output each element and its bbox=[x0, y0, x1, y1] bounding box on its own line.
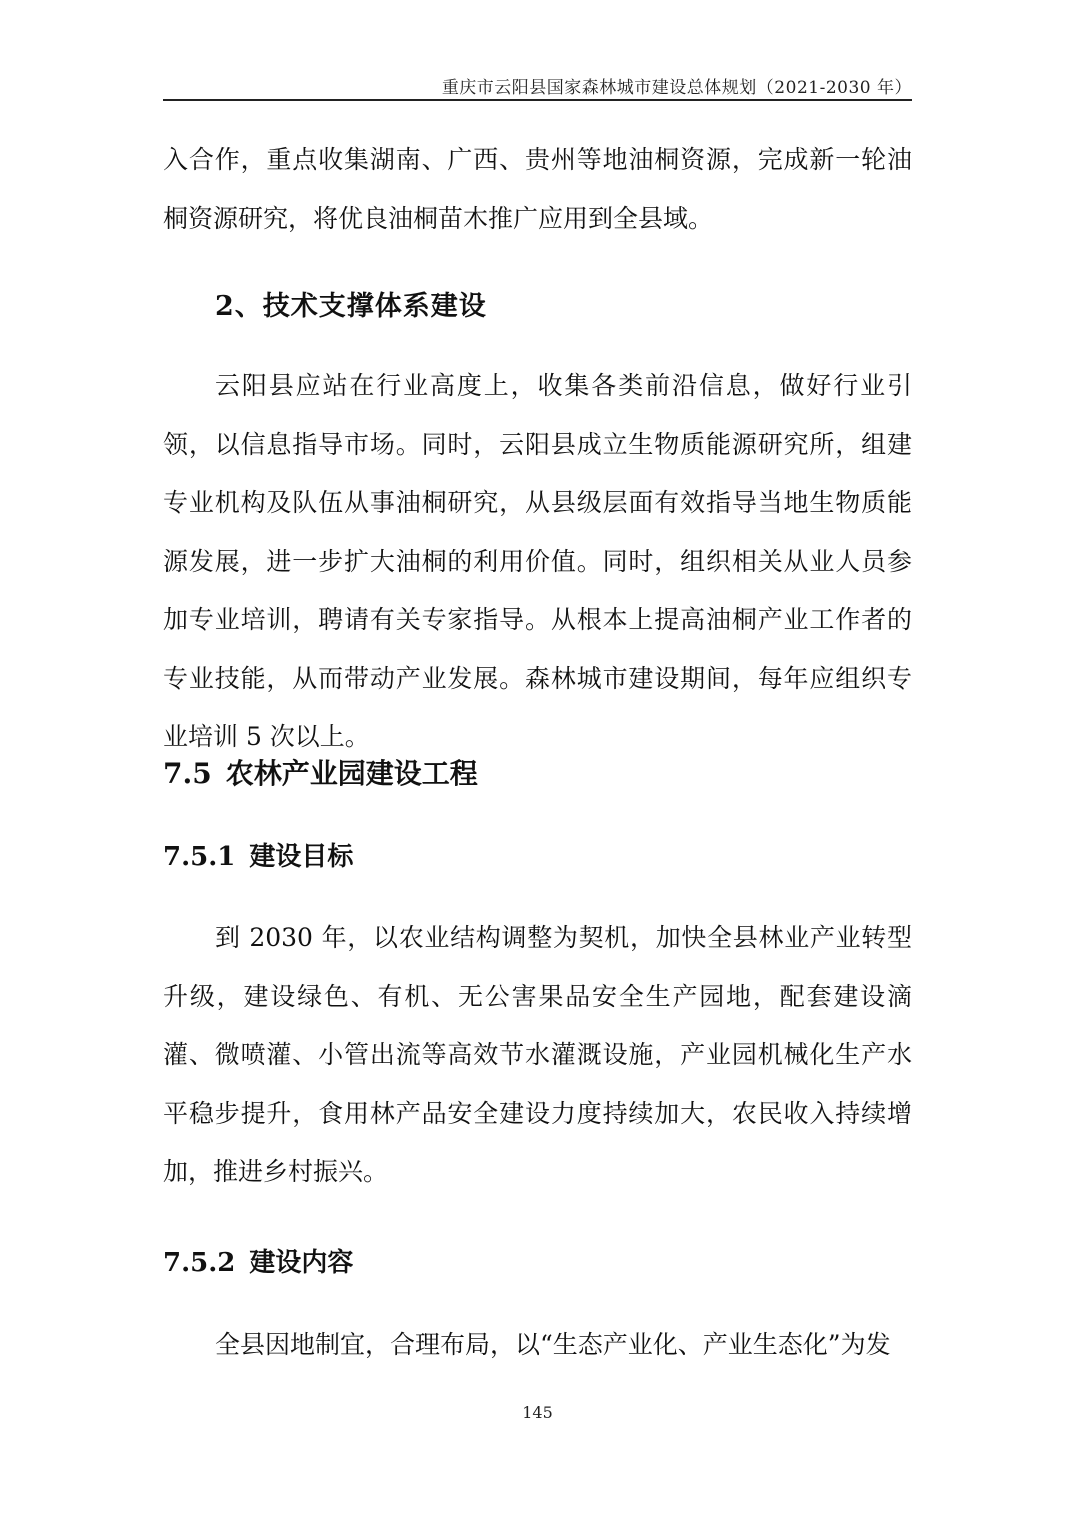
section-title: 建设内容 bbox=[249, 1248, 354, 1278]
section-heading-7-5 bbox=[163, 752, 478, 792]
page-header-title: 重庆市云阳县国家森林城市建设总体规划（2021-2030 年） bbox=[441, 78, 912, 98]
section-number: 7.5.1 bbox=[163, 842, 236, 872]
header-rule bbox=[163, 99, 912, 101]
page-number: 145 bbox=[522, 1403, 553, 1422]
section-heading-7-5-2 bbox=[163, 1242, 353, 1279]
section-heading-7-5-1 bbox=[163, 836, 353, 873]
paragraph-continuation: 入合作，重点收集湖南、广西、贵州等地油桐资源，完成新一轮油桐资源研究，将优良油桐苗木推广应用到全县域。 bbox=[163, 145, 912, 233]
paragraph-construction-content: 全县因地制宜，合理布局，以“生态产业化、产业生态化”为发 bbox=[215, 1330, 891, 1359]
paragraph-technical-support: 云阳县应站在行业高度上，收集各类前沿信息，做好行业引领，以信息指导市场。同时，云阳县成立生物质能源研究所，组建专业机构及队伍从事油桐研究，从县级层面有效指导当地生物质能源发展，进一步扩大油桐的利用价值。同时，组织相关从业人员参加专业培训，聘请有关专家指导。从根本上提高油桐产业工作者的专业技能，从而带动产业发展。森林城市建设期间，每年应组织专业培训 5 次以上。 bbox=[163, 371, 912, 751]
paragraph-construction-goals: 到 2030 年，以农业结构调整为契机，加快全县林业产业转型升级，建设绿色、有机、无公害果品安全生产园地，配套建设滴灌、微喷灌、小管出流等高效节水灌溉设施，产业园机械化生产水平稳步提升，食用林产品安全建设力度持续加大，农民收入持续增加，推进乡村振兴。 bbox=[163, 923, 912, 1186]
section-title: 建设目标 bbox=[249, 842, 354, 872]
section-number: 7.5 bbox=[163, 757, 212, 790]
section-title: 农林产业园建设工程 bbox=[225, 757, 478, 790]
subheading-technical-support: 2、技术支撑体系建设 bbox=[215, 291, 487, 322]
section-number: 7.5.2 bbox=[163, 1248, 236, 1278]
